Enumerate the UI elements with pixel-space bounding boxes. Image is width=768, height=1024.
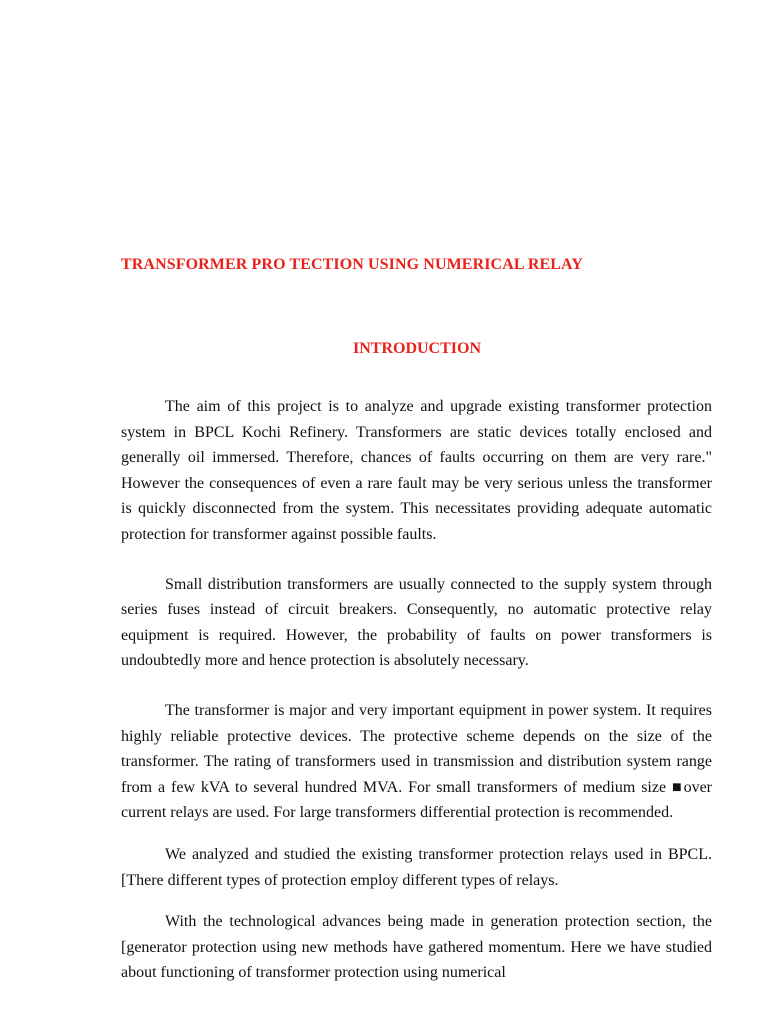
paragraph-technological-advances: With the technological advances being made in generation protection section, the [generator protection using new methods have gathered momentum. Here we have studied about functioning of transformer protection using numerical bbox=[121, 913, 712, 982]
body-text bbox=[121, 394, 712, 986]
paragraph-protective-scheme: The transformer is major and very important equipment in power system. It requires highly reliable protective devices. The protective scheme depends on the size of the transformer. The rating of transformers used in transmission and distribution system range from a few kVA to several hundred MVA. For small transformers of medium size ■over current relays are used. For large transformers differential protection is recommended. bbox=[121, 701, 712, 822]
paragraph-project-aim: The aim of this project is to analyze and upgrade existing transformer protection system in BPCL Kochi Refinery. Transformers are static devices totally enclosed and generally oil immersed. Therefore, chances of faults occurring on them are very rare." However the consequences of even a rare fault may be very serious unless the transformer is quickly disconnected from the system. This necessitates providing adequate automatic protection for transformer against possible faults. bbox=[121, 398, 712, 543]
document-title: TRANSFORMER PRO TECTION USING NUMERICAL RELAY bbox=[121, 256, 583, 273]
paragraph-bpcl-relays: We analyzed and studied the existing transformer protection relays used in BPCL. [There different types of protection employ different types of relays. bbox=[121, 845, 712, 889]
section-heading-introduction: INTRODUCTION bbox=[352, 340, 481, 357]
paragraph-distribution-transformers: Small distribution transformers are usually connected to the supply system through series fuses instead of circuit breakers. Consequently, no automatic protective relay equipment is required. However, the probability of faults on power transformers is undoubtedly more and hence protection is absolutely necessary. bbox=[121, 575, 712, 670]
